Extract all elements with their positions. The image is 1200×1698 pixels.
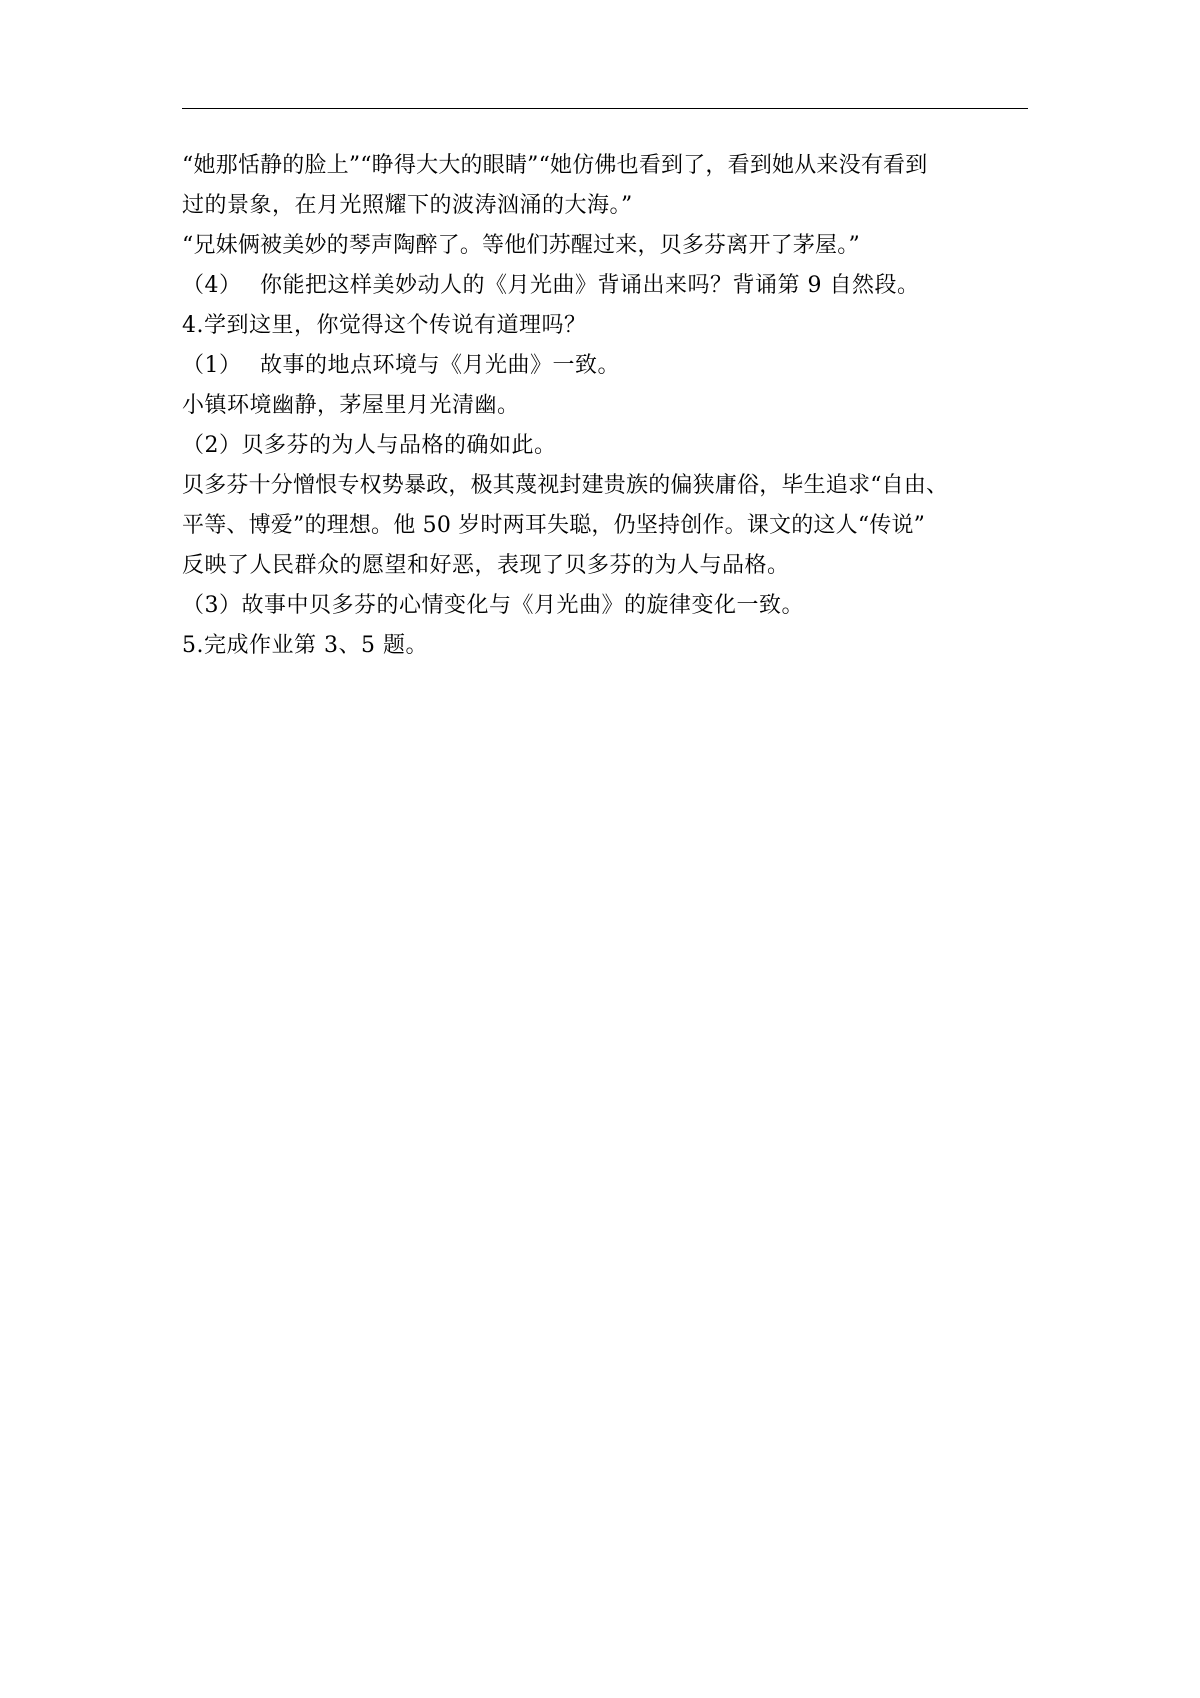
paragraph-line: 过的景象，在月光照耀下的波涛汹涌的大海。” bbox=[182, 193, 633, 218]
numbered-item bbox=[182, 266, 1042, 306]
item-number: （1） bbox=[182, 353, 242, 378]
item-number: （4） bbox=[182, 273, 242, 298]
paragraph-line: 平等、博爱”的理想。他 50 岁时两耳失聪，仍坚持创作。课文的这人“传说” bbox=[182, 513, 926, 538]
header-rule bbox=[182, 108, 1028, 109]
paragraph-line: 反映了人民群众的愿望和好恶，表现了贝多芬的为人与品格。 bbox=[182, 553, 790, 578]
item-text: 你能把这样美妙动人的《月光曲》背诵出来吗？背诵第 9 自然段。 bbox=[260, 273, 920, 298]
question-heading: 4.学到这里，你觉得这个传说有道理吗？ bbox=[182, 313, 587, 338]
document-body bbox=[182, 146, 1042, 666]
numbered-item: （3）故事中贝多芬的心情变化与《月光曲》的旋律变化一致。 bbox=[182, 593, 804, 618]
item-text: 故事的地点环境与《月光曲》一致。 bbox=[260, 353, 621, 378]
numbered-item bbox=[182, 346, 1042, 386]
paragraph-line: “兄妹俩被美妙的琴声陶醉了。等他们苏醒过来，贝多芬离开了茅屋。” bbox=[182, 233, 860, 258]
paragraph-line: 小镇环境幽静，茅屋里月光清幽。 bbox=[182, 393, 520, 418]
question-heading: 5.完成作业第 3、5 题。 bbox=[182, 633, 428, 658]
numbered-item: （2）贝多芬的为人与品格的确如此。 bbox=[182, 433, 557, 458]
paragraph-line: “她那恬静的脸上”“睁得大大的眼睛”“她仿佛也看到了，看到她从来没有看到 bbox=[182, 153, 928, 178]
paragraph-line: 贝多芬十分憎恨专权势暴政，极其蔑视封建贵族的偏狭庸俗，毕生追求“自由、 bbox=[182, 473, 949, 498]
